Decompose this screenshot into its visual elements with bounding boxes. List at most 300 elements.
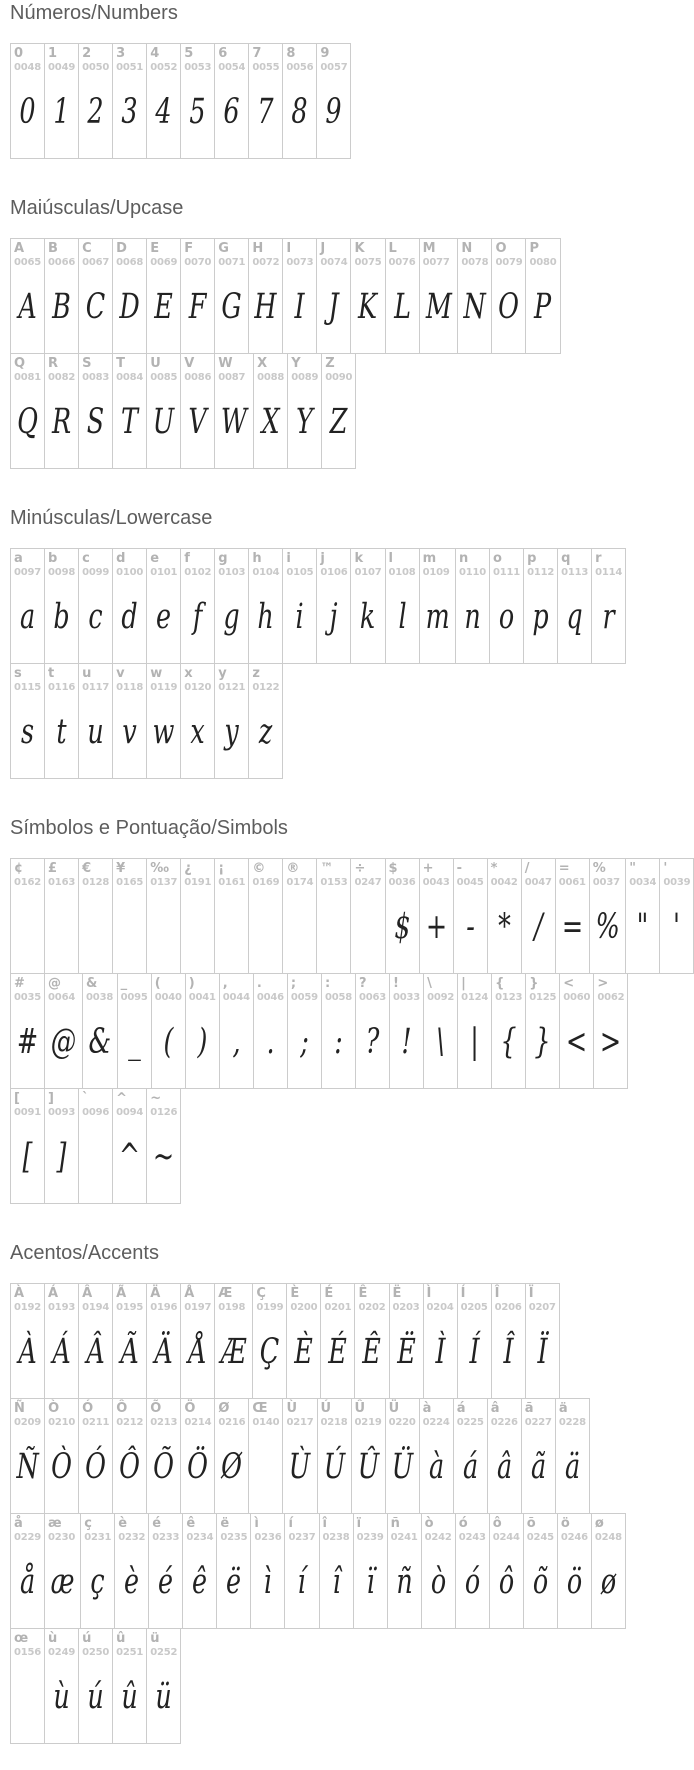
char-code: 0103 [218,567,246,578]
char-glyph: Û [357,1446,379,1488]
char-cell [321,1284,355,1399]
char-glyph: Ü [391,1446,413,1488]
char-cell [215,239,249,354]
char-glyph: ú [87,1676,104,1718]
char-label: € [82,861,92,876]
char-cell [560,974,594,1089]
char-code: 0205 [460,1302,488,1313]
char-cell [317,549,351,664]
char-code: 0056 [286,62,314,73]
char-cell [249,664,283,779]
char-cell [419,1399,453,1514]
char-label: E [150,241,160,256]
char-label: £ [48,861,58,876]
char-label: c [82,551,90,566]
char-label: ñ [390,1516,400,1531]
char-code: 0111 [493,567,521,578]
char-glyph: ã [530,1446,546,1488]
char-table [10,858,694,974]
char-glyph: ì [263,1561,273,1603]
char-cell [525,1284,559,1399]
char-cell [79,44,113,159]
char-cell [319,1514,353,1629]
char-label: Ù [286,1401,298,1416]
char-label: ò [424,1516,434,1531]
char-code: 0038 [86,992,114,1003]
char-code: 0085 [150,372,178,383]
char-label: ö [560,1516,570,1531]
char-cell [215,549,249,664]
char-cell [355,974,389,1089]
char-label: 6 [218,46,228,61]
char-code: 0156 [14,1647,42,1658]
char-code: 0169 [252,877,280,888]
char-label: Ú [320,1401,332,1416]
char-cell [283,1399,317,1514]
char-label: u [82,666,92,681]
char-code: 0064 [48,992,76,1003]
char-label: \ [427,976,432,991]
char-glyph: @ [50,1021,77,1063]
char-cell [419,549,455,664]
char-code: 0247 [354,877,382,888]
char-glyph: Ö [187,1446,209,1488]
char-code: 0109 [422,567,450,578]
char-table [10,238,561,354]
char-code: 0237 [288,1532,316,1543]
char-glyph: ü [155,1676,172,1718]
char-glyph: Ì [435,1331,446,1373]
char-code: 0199 [256,1302,284,1313]
char-label: i [286,551,291,566]
char-cell [453,859,487,974]
char-code: 0049 [48,62,76,73]
char-label: 0 [14,46,24,61]
char-code: 0233 [152,1532,180,1543]
char-label: Í [460,1286,466,1301]
char-glyph: ø [600,1561,617,1603]
char-row [11,1514,626,1629]
char-label: â [490,1401,500,1416]
char-cell [283,549,317,664]
char-label: " [629,861,637,876]
char-code: 0246 [560,1532,588,1543]
char-glyph: = [561,906,583,948]
char-code: 0069 [150,257,178,268]
char-label: ï [356,1516,362,1531]
char-glyph: K [358,286,378,328]
char-code: 0137 [150,877,178,888]
char-cell [79,549,113,664]
char-glyph: Ô [119,1446,141,1488]
char-row [11,859,694,974]
char-row [11,354,356,469]
char-glyph: Ä [154,1331,173,1373]
char-label: Ç [256,1286,266,1301]
char-code: 0238 [322,1532,350,1543]
char-glyph: d [121,596,138,638]
char-glyph: f [193,596,203,638]
char-code: 0198 [218,1302,246,1313]
char-cell [526,239,560,354]
char-cell [385,549,419,664]
char-code: 0210 [48,1417,76,1428]
char-label: 8 [286,46,296,61]
char-glyph: I [294,286,305,328]
char-glyph: â [496,1446,512,1488]
section-title-lowercase: Minúsculas/Lowercase [10,507,213,529]
char-code: 0202 [358,1302,386,1313]
char-label: ! [393,976,399,991]
char-label: , [222,976,228,991]
char-glyph [323,890,345,964]
char-glyph: Á [52,1331,71,1373]
char-label: - [456,861,463,876]
char-code: 0046 [256,992,284,1003]
char-code: 0090 [325,372,353,383]
char-code: 0050 [82,62,110,73]
char-glyph: e [156,596,172,638]
char-cell [11,354,45,469]
char-glyph: ê [192,1561,208,1603]
char-cell [45,354,79,469]
char-label: l [388,551,393,566]
char-glyph: Ò [51,1446,73,1488]
char-code: 0094 [116,1107,144,1118]
char-glyph: B [52,286,71,328]
char-code: 0245 [526,1532,554,1543]
char-glyph: < [566,1021,588,1063]
char-label: Ë [392,1286,402,1301]
char-code: 0070 [184,257,212,268]
char-code: 0236 [254,1532,282,1543]
char-cell [490,549,524,664]
char-code: 0165 [116,877,144,888]
char-glyph: N [463,286,486,328]
char-label: ‰ [150,861,169,876]
char-glyph: L [393,286,411,328]
char-glyph: ó [464,1561,480,1603]
char-cell [147,549,181,664]
char-glyph [255,890,277,964]
char-glyph: Y [296,401,314,443]
char-glyph: Õ [153,1446,175,1488]
char-code: 0045 [456,877,484,888]
char-glyph: _ [127,1021,141,1063]
char-glyph: b [53,596,70,638]
char-label: ~ [150,1091,162,1106]
char-cell [419,239,458,354]
char-cell [592,549,626,664]
char-label: Ñ [14,1401,25,1416]
char-label: > [597,976,609,991]
char-glyph: Ù [289,1446,311,1488]
char-code: 0052 [150,62,178,73]
char-label: v [116,666,125,681]
char-label: È [290,1286,300,1301]
char-label: Q [14,356,26,371]
char-label: = [558,861,570,876]
char-glyph: V [188,401,207,443]
char-code: 0076 [388,257,416,268]
char-code: 0115 [14,682,42,693]
char-glyph: Q [17,401,38,443]
char-cell [113,354,147,469]
char-code: 0062 [597,992,625,1003]
char-cell [45,1514,81,1629]
char-cell [149,1514,183,1629]
char-label: & [86,976,98,991]
char-label: ? [358,976,367,991]
char-row [11,1284,560,1399]
char-code: 0036 [388,877,416,888]
char-code: 0101 [150,567,178,578]
char-cell [458,239,492,354]
char-glyph: R [51,401,72,443]
char-label: Ü [388,1401,400,1416]
char-label: 5 [184,46,194,61]
char-code: 0033 [393,992,421,1003]
char-code: 0092 [427,992,455,1003]
char-code: 0107 [354,567,382,578]
char-code: 0108 [388,567,416,578]
char-cell [11,549,45,664]
char-code: 0126 [150,1107,178,1118]
char-glyph: é [158,1561,174,1603]
char-glyph: ? [365,1021,380,1063]
char-cell [113,1284,147,1399]
char-label: : [324,976,331,991]
char-glyph: " [636,906,649,948]
char-cell [353,1514,387,1629]
char-code: 0053 [184,62,212,73]
char-code: 0102 [184,567,212,578]
char-label: Ô [116,1401,128,1416]
char-label: å [14,1516,23,1531]
char-code: 0251 [116,1647,144,1658]
char-table [10,548,626,664]
char-code: 0060 [563,992,591,1003]
char-glyph: t [56,711,67,753]
char-label: n [458,551,469,566]
char-cell [249,239,283,354]
char-label: Æ [218,1286,233,1301]
char-code: 0249 [48,1647,76,1658]
char-cell [215,859,249,974]
char-cell [185,974,219,1089]
char-label: J [320,241,326,256]
char-cell [79,859,113,974]
char-cell [147,1399,181,1514]
char-label: @ [48,976,62,991]
char-cell [215,1399,249,1514]
char-glyph [255,1430,277,1504]
char-cell [113,1399,147,1514]
char-glyph: ñ [395,1561,413,1603]
char-label: h [252,551,262,566]
char-glyph: ù [53,1676,70,1718]
char-label: _ [120,976,128,991]
char-label: À [14,1286,25,1301]
char-label: ü [150,1631,160,1646]
char-cell [351,549,385,664]
char-label: ê [186,1516,196,1531]
char-label: S [82,356,92,371]
char-code: 0118 [116,682,144,693]
char-cell [181,354,215,469]
char-cell [113,859,147,974]
char-label: U [150,356,161,371]
char-glyph: à [428,1446,444,1488]
char-code: 0234 [186,1532,214,1543]
char-glyph: 0 [19,91,36,133]
char-glyph: T [121,401,139,443]
char-code: 0226 [490,1417,518,1428]
char-code: 0088 [257,372,285,383]
section-title-uppercase: Maiúsculas/Upcase [10,197,184,219]
char-glyph: X [261,401,280,443]
character-map-sections [10,2,691,1744]
char-cell [11,239,45,354]
char-label: | [461,976,466,991]
char-code: 0035 [14,992,42,1003]
char-cell [317,44,351,159]
char-cell [11,1514,45,1629]
char-label: F [184,241,194,256]
char-cell [423,1284,457,1399]
char-code: 0093 [48,1107,76,1118]
section-title-accents: Acentos/Accents [10,1242,159,1264]
char-label: Ò [48,1401,60,1416]
char-glyph: ^ [119,1136,141,1178]
char-cell [317,1399,351,1514]
char-glyph: 2 [87,91,104,133]
char-cell [45,239,79,354]
section-title-numbers: Números/Numbers [10,2,178,24]
char-row [11,1399,590,1514]
char-code: 0116 [48,682,76,693]
char-label: * [490,861,498,876]
char-code: 0104 [252,567,280,578]
char-label: A [14,241,25,256]
char-code: 0192 [14,1302,42,1313]
char-cell [45,1629,79,1744]
char-glyph: . [266,1021,275,1063]
char-label: r [595,551,602,566]
char-label: ^ [116,1091,128,1106]
char-glyph: í [297,1561,307,1603]
char-code: 0128 [82,877,110,888]
char-label: T [116,356,126,371]
char-code: 0228 [558,1417,586,1428]
char-cell [113,1629,147,1744]
char-cell [117,974,151,1089]
char-cell [589,859,625,974]
char-label: ` [82,1091,89,1106]
char-label: y [218,666,227,681]
char-glyph [221,890,243,964]
section-accents [10,1242,652,1744]
char-cell [322,354,356,469]
char-glyph [119,890,141,964]
char-cell [147,859,181,974]
char-glyph: 1 [53,91,70,133]
char-code: 0048 [14,62,42,73]
char-code: 0106 [320,567,348,578]
char-glyph [187,890,209,964]
char-glyph [153,890,175,964]
char-glyph: F [188,286,207,328]
char-glyph: $ [393,906,411,948]
char-code: 0212 [116,1417,144,1428]
char-code: 0196 [150,1302,178,1313]
char-glyph: ä [564,1446,580,1488]
char-code: 0232 [118,1532,146,1543]
char-label: 4 [150,46,160,61]
char-cell [660,859,694,974]
section-uppercase [10,197,652,469]
char-label: X [257,356,268,371]
char-cell [487,1399,521,1514]
char-label: I [286,241,292,256]
char-glyph: æ [50,1561,75,1603]
char-cell [626,859,660,974]
char-label: K [354,241,365,256]
char-code: 0242 [424,1532,452,1543]
char-code: 0123 [495,992,523,1003]
char-glyph: Ñ [16,1446,39,1488]
char-label: g [218,551,228,566]
char-code: 0071 [218,257,246,268]
char-label: < [563,976,575,991]
char-code: 0204 [426,1302,454,1313]
char-code: 0114 [595,567,623,578]
char-cell [83,974,118,1089]
char-glyph: C [85,286,106,328]
char-glyph: + [425,906,447,948]
char-cell [181,1399,215,1514]
char-label: Ï [528,1286,534,1301]
char-row [11,549,626,664]
char-cell [351,239,385,354]
char-glyph: Ë [396,1331,416,1373]
char-cell [492,239,526,354]
char-code: 0066 [48,257,76,268]
char-label: 2 [82,46,92,61]
char-code: 0057 [320,62,348,73]
char-code: 0174 [286,877,314,888]
char-cell [521,859,555,974]
char-glyph: 4 [155,91,172,133]
char-cell [215,664,249,779]
char-code: 0074 [320,257,348,268]
char-code: 0081 [14,372,42,383]
char-label: 9 [320,46,330,61]
char-label: Ó [82,1401,94,1416]
char-label: ® [286,861,300,876]
char-cell [147,44,181,159]
char-code: 0073 [286,257,314,268]
char-glyph [85,1120,107,1194]
char-label: ç [84,1516,92,1531]
char-code: 0218 [320,1417,348,1428]
char-table [10,43,351,159]
char-glyph [50,890,72,964]
char-cell [317,239,351,354]
char-label: Î [494,1286,500,1301]
char-cell [385,239,419,354]
char-glyph: ç [90,1561,105,1603]
